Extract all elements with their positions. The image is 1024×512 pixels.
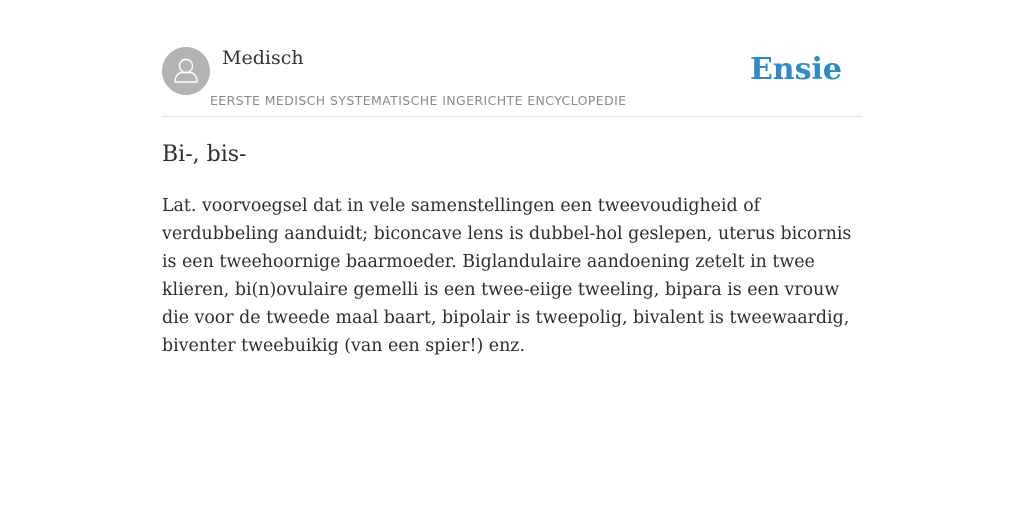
entry-definition: Lat. voorvoegsel dat in vele samenstellingen een tweevoudigheid of verdubbeling aanduidt; biconcave lens is dubbel-hol geslepen, uterus bicornis is een tweehoornige baarmoeder. Biglandulaire aandoening zetelt in twee klieren, bi(n)ovulaire gemelli is een twee-eiige tweeling, bipara is een vrouw die voor de tweede maal baart, bipolair is tweepolig, bivalent is tweewaardig, biventer tweebuikig (van een spier!) enz. [162,196,852,356]
source-name[interactable]: Medisch [222,47,304,69]
ensie-logo[interactable]: Ensie [749,52,842,87]
source-avatar[interactable] [162,47,210,95]
header [162,46,862,117]
source-subtitle: EERSTE MEDISCH SYSTEMATISCHE INGERICHTE ENCYCLOPEDIE [210,93,627,108]
entry-title: Bi-, bis- [162,142,247,167]
user-icon [162,47,210,95]
